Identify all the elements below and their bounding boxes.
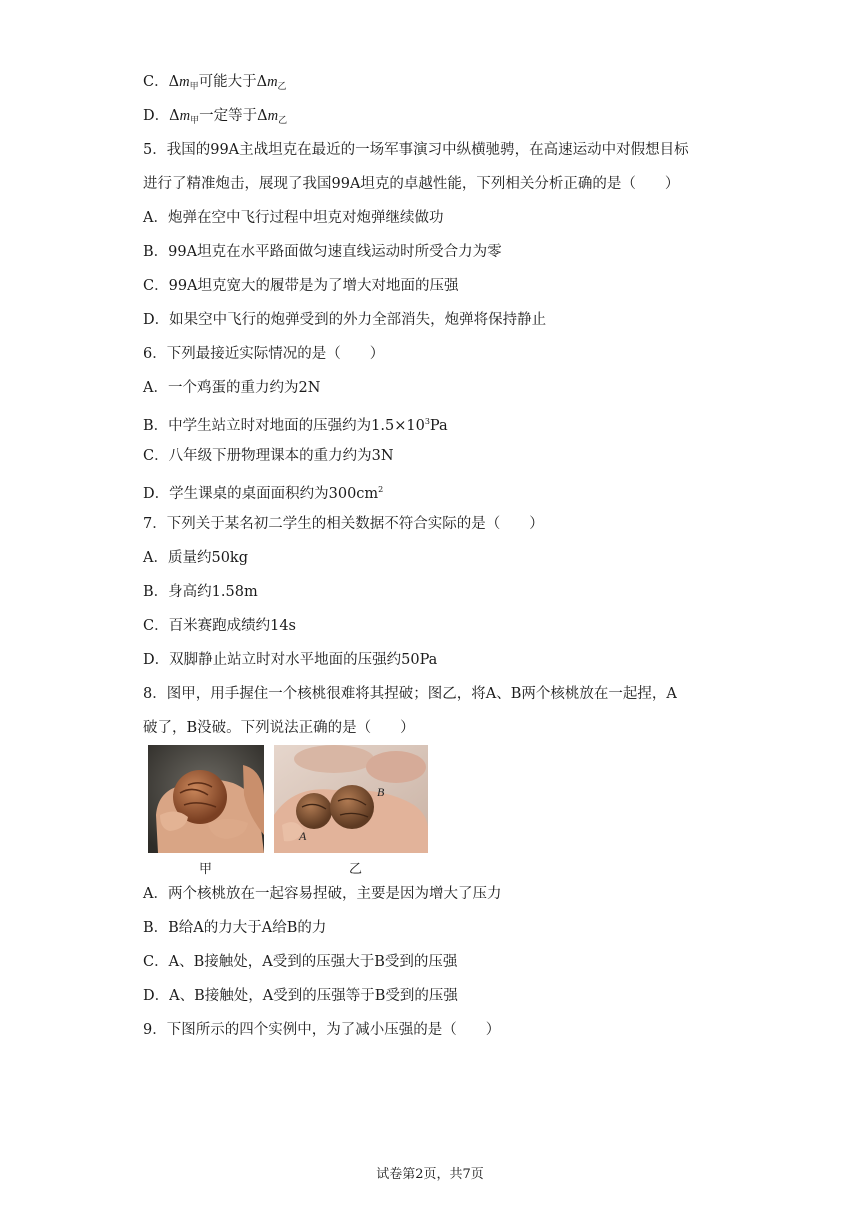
superscript: 2 <box>378 485 384 494</box>
q9-stem: 9．下图所示的四个实例中，为了减小压强的是（ ） <box>143 1022 501 1038</box>
walnut-label-a: A <box>299 829 307 843</box>
q4-option-c-mid: 可能大于Δ <box>198 74 268 90</box>
q6-option-d-text: D．学生课桌的桌面面积约为300cm <box>143 486 379 502</box>
q7-stem: 7．下列关于某名初二学生的相关数据不符合实际的是（ ） <box>143 516 544 532</box>
q5-option-b: B．99A坦克在水平路面做匀速直线运动时所受合力为零 <box>143 244 502 260</box>
q8-option-a: A．两个核桃放在一起容易捏破，主要是因为增大了压力 <box>143 886 502 902</box>
subscript-jia: 甲 <box>189 82 199 92</box>
figure-yi-photo <box>274 745 428 853</box>
unit: Pa <box>429 418 448 434</box>
q4-option-c-prefix: C．Δ <box>143 74 180 90</box>
q6-option-a: A．一个鸡蛋的重力约为2N <box>143 380 321 396</box>
q4-option-d-prefix: D．Δ <box>143 108 180 124</box>
subscript-yi: 乙 <box>277 82 287 92</box>
hand-holding-two-walnuts-image <box>274 745 428 853</box>
q4-option-d <box>143 106 287 131</box>
hand-holding-walnut-image <box>148 745 264 853</box>
q5-option-c: C．99A坦克宽大的履带是为了增大对地面的压强 <box>143 278 459 294</box>
q8-stem-line2: 破了，B没破。下列说法正确的是（ ） <box>143 720 415 736</box>
q4-option-c <box>143 72 287 97</box>
q5-stem-line2: 进行了精准炮击，展现了我国99A坦克的卓越性能，下列相关分析正确的是（ ） <box>143 176 680 192</box>
figure-jia-caption: 甲 <box>199 862 213 877</box>
q6-option-b <box>143 412 448 436</box>
q7-option-b: B．身高约1.58m <box>143 584 258 600</box>
walnut-label-b: B <box>377 785 385 799</box>
superscript: 3 <box>424 417 430 426</box>
subscript-jia: 甲 <box>190 116 200 126</box>
q5-option-d: D．如果空中飞行的炮弹受到的外力全部消失，炮弹将保持静止 <box>143 312 547 328</box>
page-footer: 试卷第2页，共7页 <box>376 1167 484 1182</box>
variable-m: m <box>179 74 190 90</box>
q7-option-d: D．双脚静止站立时对水平地面的压强约50Pa <box>143 652 438 668</box>
variable-m: m <box>267 74 278 90</box>
q8-stem-line1: 8．图甲，用手握住一个核桃很难将其捏破；图乙，将A、B两个核桃放在一起捏，A <box>143 686 677 702</box>
q4-option-d-mid: 一定等于Δ <box>199 108 268 124</box>
q8-option-d: D．A、B接触处，A受到的压强等于B受到的压强 <box>143 988 458 1004</box>
q6-option-d <box>143 480 383 504</box>
q6-option-b-text: B．中学生站立时对地面的压强约为1.5×10 <box>143 418 425 434</box>
q8-option-c: C．A、B接触处，A受到的压强大于B受到的压强 <box>143 954 458 970</box>
variable-m: m <box>179 108 191 124</box>
figure-jia-photo <box>148 745 264 853</box>
q6-option-c: C．八年级下册物理课本的重力约为3N <box>143 448 394 464</box>
q6-stem: 6．下列最接近实际情况的是（ ） <box>143 346 385 362</box>
figure-yi-caption: 乙 <box>349 862 363 877</box>
q5-stem-line1: 5．我国的99A主战坦克在最近的一场军事演习中纵横驰骋，在高速运动中对假想目标 <box>143 142 689 158</box>
q8-option-b: B．B给A的力大于A给B的力 <box>143 920 327 936</box>
variable-m: m <box>267 108 279 124</box>
q7-option-c: C．百米赛跑成绩约14s <box>143 618 296 634</box>
subscript-yi: 乙 <box>278 116 288 126</box>
q5-option-a: A．炮弹在空中飞行过程中坦克对炮弹继续做功 <box>143 210 444 226</box>
q7-option-a: A．质量约50kg <box>143 550 248 566</box>
